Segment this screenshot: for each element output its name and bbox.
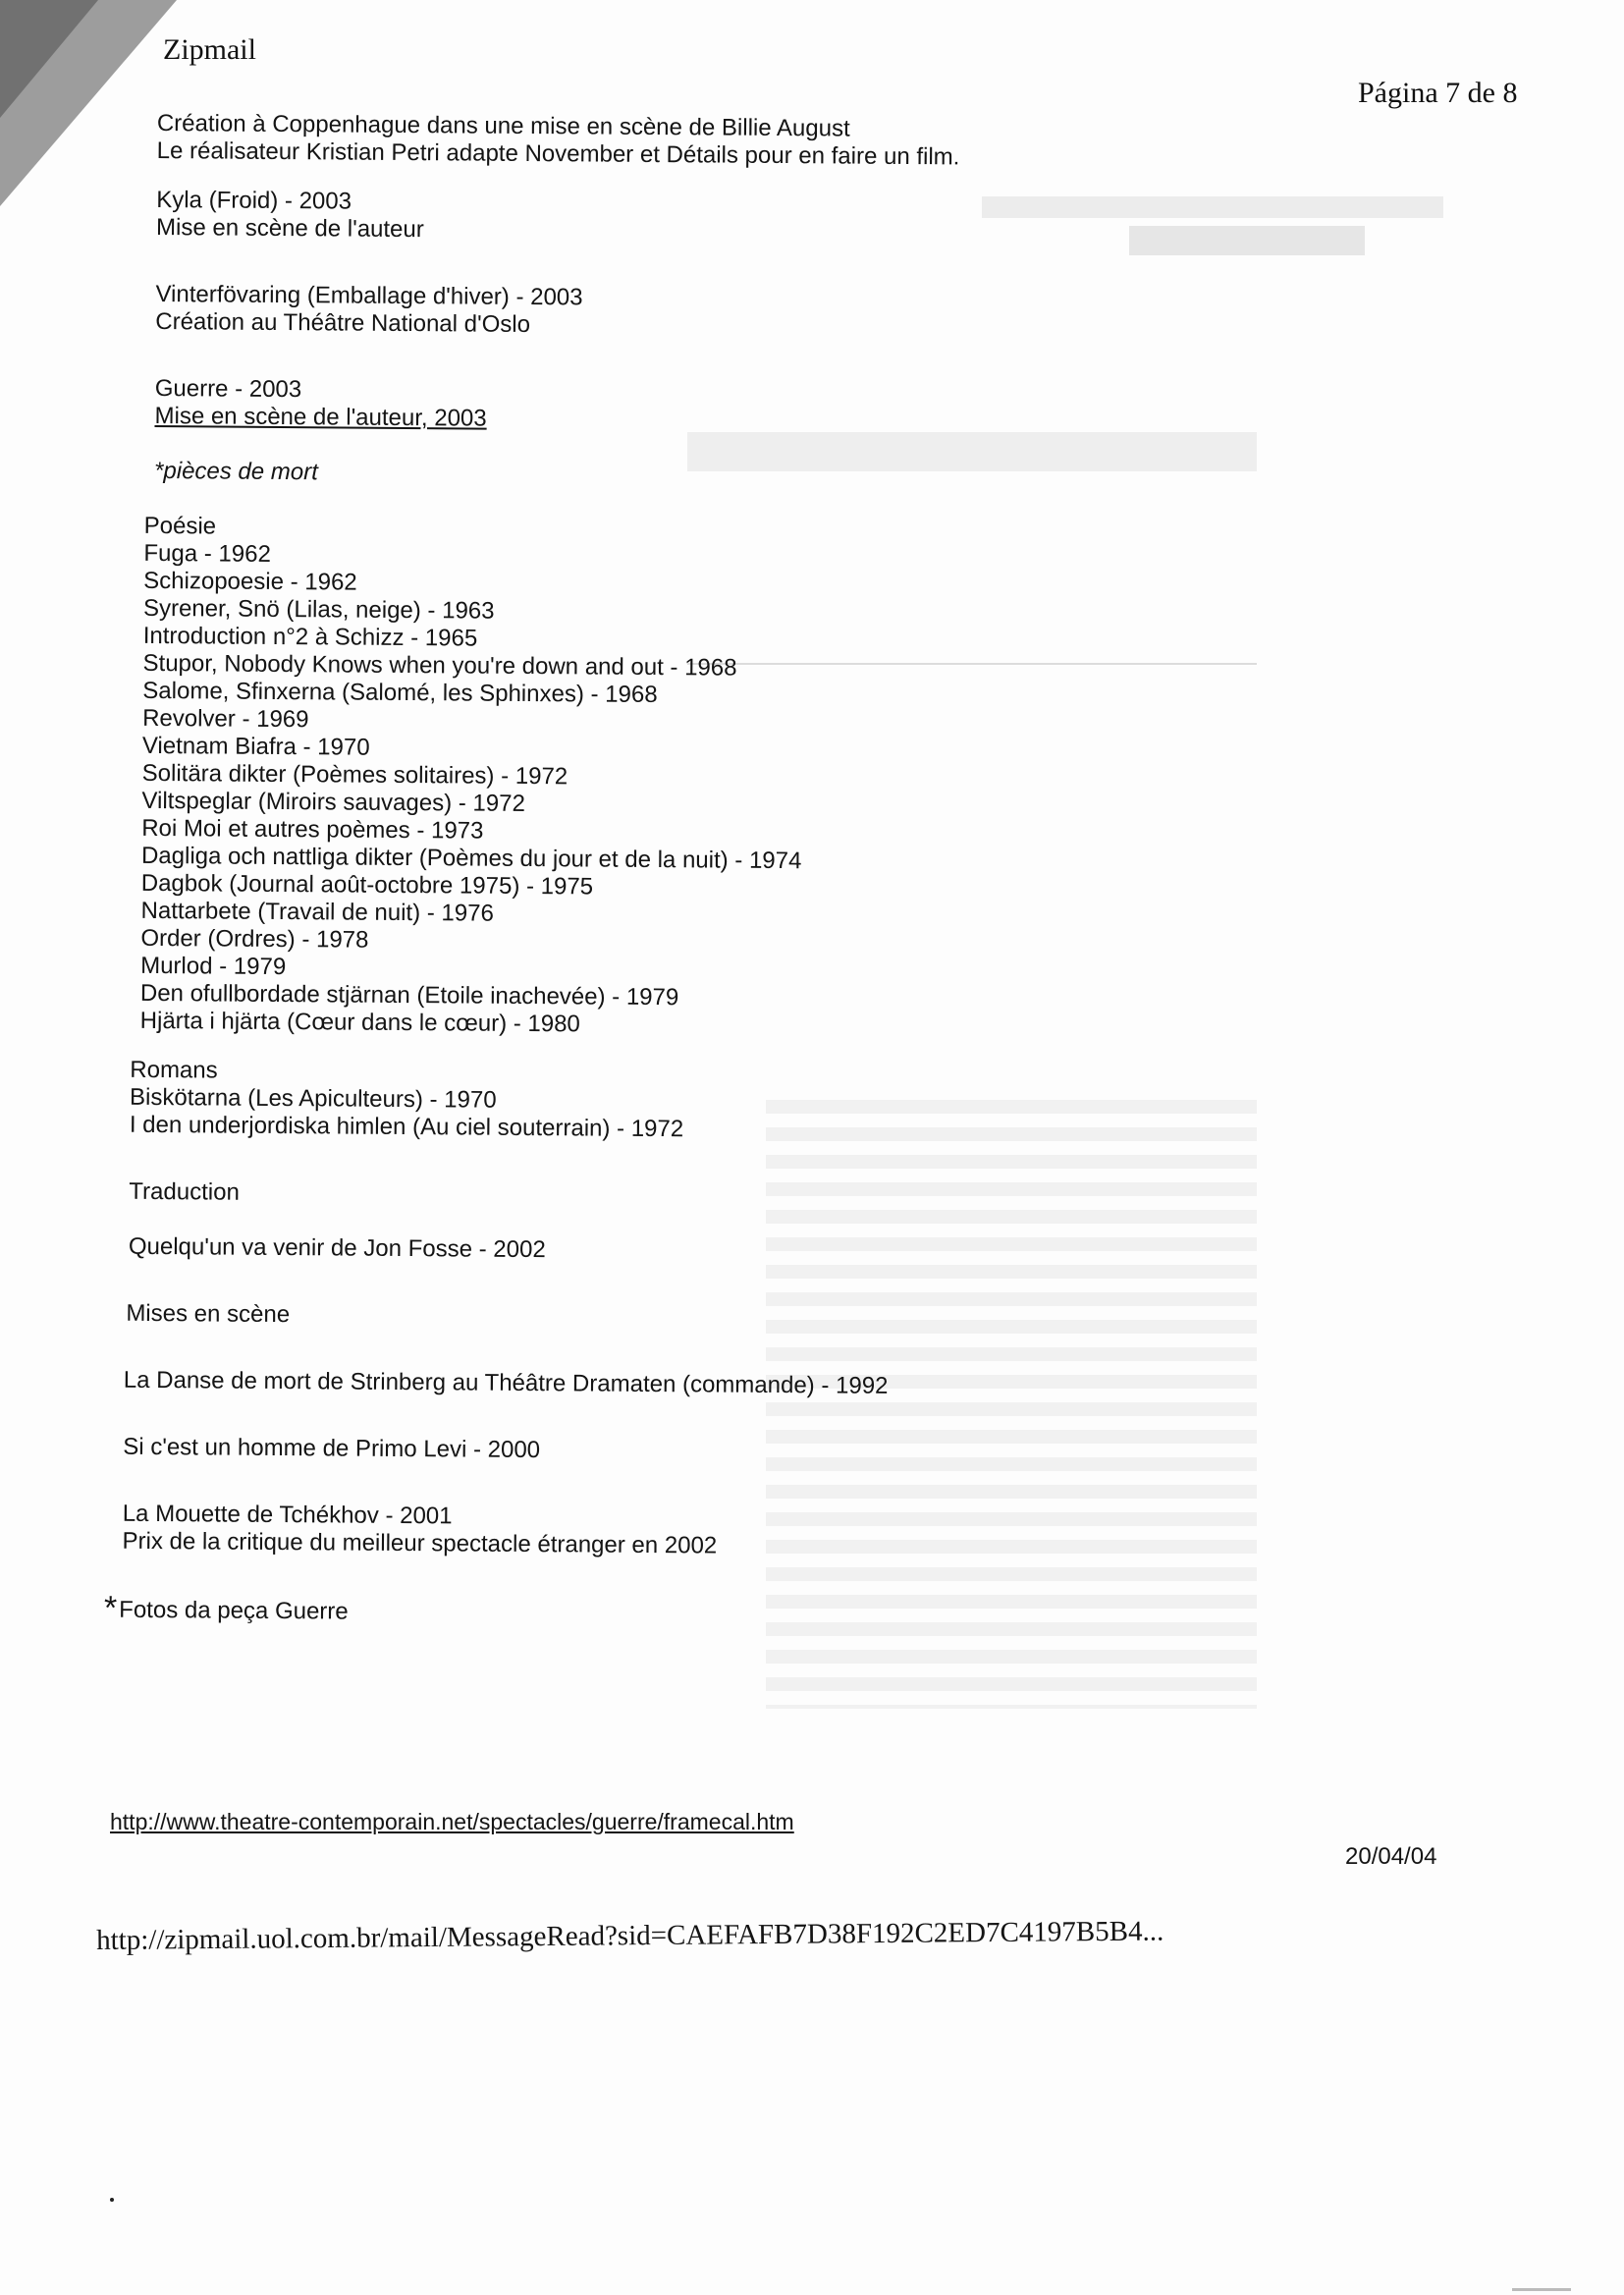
section-heading-poesie: Poésie: [143, 512, 217, 540]
work-title: Kyla (Froid) - 2003: [156, 186, 352, 215]
page-number: Página 7 de 8: [1358, 77, 1518, 109]
work-title: Vinterfövaring (Emballage d'hiver) - 2003: [155, 280, 583, 311]
corner-fold-dark: [0, 0, 98, 118]
intro-line: Le réalisateur Kristian Petri adapte November et Détails pour en faire un film.: [156, 137, 960, 171]
footer-url[interactable]: http://zipmail.uol.com.br/mail/MessageRead?sid=CAEFAFB7D38F192C2ED7C4197B5B4...: [96, 1915, 1164, 1956]
section-heading-mises-en-scene: Mises en scène: [126, 1299, 291, 1329]
list-item: La Mouette de Tchékhov - 2001: [122, 1500, 453, 1530]
work-title: Guerre - 2003: [154, 374, 302, 404]
romans-list: [130, 1084, 1445, 1150]
list-item: Si c'est un homme de Primo Levi - 2000: [123, 1433, 541, 1464]
list-item: Viltspeglar (Miroirs sauvages) - 1972: [141, 787, 525, 817]
footnote-star: *: [103, 1589, 118, 1627]
document-body: [103, 110, 1453, 1638]
section-heading-romans: Romans: [130, 1056, 218, 1084]
list-item: Hjärta i hjärta (Cœur dans le cœur) - 1980: [139, 1007, 580, 1038]
list-item: Biskötarna (Les Apiculteurs) - 1970: [129, 1083, 497, 1114]
list-item: Revolver - 1969: [142, 704, 309, 734]
work-note: Mise en scène de l'auteur: [155, 213, 424, 244]
list-item: Vietnam Biafra - 1970: [141, 732, 370, 761]
work-note: Création au Théâtre National d'Oslo: [155, 307, 531, 338]
list-item: Nattarbete (Travail de nuit) - 1976: [140, 897, 494, 927]
list-item: Schizopoesie - 1962: [143, 567, 357, 596]
list-item: Stupor, Nobody Knows when you're down and out - 1968: [142, 649, 737, 682]
footer-date: 20/04/04: [1345, 1843, 1437, 1870]
list-item: Dagbok (Journal août-octobre 1975) - 1975: [140, 869, 594, 901]
list-item: Fuga - 1962: [143, 539, 271, 568]
scan-speck: [110, 2198, 114, 2202]
intro-line: Création à Coppenhague dans une mise en scène de Billie August: [156, 110, 850, 142]
list-item: Murlod - 1979: [140, 952, 287, 981]
list-item: I den underjordiska himlen (Au ciel souterrain) - 1972: [129, 1111, 684, 1143]
list-item: Dagliga och nattliga dikter (Poèmes du jour et de la nuit) - 1974: [140, 842, 802, 875]
list-item: Prix de la critique du meilleur spectacle étranger en 2002: [122, 1527, 718, 1559]
list-item: Introduction n°2 à Schizz - 1965: [142, 622, 478, 652]
list-item: Den ofullbordade stjärnan (Etoile inachevée) - 1979: [139, 979, 679, 1011]
list-item: Roi Moi et autres poèmes - 1973: [141, 814, 484, 845]
list-item: Syrener, Snö (Lilas, neige) - 1963: [142, 594, 495, 625]
list-item: La Danse de mort de Strinberg au Théâtre Dramaten (commande) - 1992: [123, 1366, 889, 1399]
pieces-de-mort-note: *pièces de mort: [154, 457, 318, 486]
photos-label: Fotos da peça Guerre: [119, 1596, 349, 1625]
app-name: Zipmail: [163, 33, 256, 66]
poesie-list: [140, 540, 1450, 1045]
section-heading-traduction: Traduction: [129, 1177, 240, 1206]
list-item: Quelqu'un va venir de Jon Fosse - 2002: [128, 1232, 546, 1264]
theatre-link[interactable]: http://www.theatre-contemporain.net/spectacles/guerre/framecal.htm: [110, 1809, 794, 1834]
scan-speck: [1512, 2288, 1571, 2291]
list-item: Solitära dikter (Poèmes solitaires) - 1972: [141, 759, 568, 791]
work-note: Mise en scène de l'auteur, 2003: [154, 402, 487, 432]
list-item: Salome, Sfinxerna (Salomé, les Sphinxes) - 1968: [142, 677, 658, 709]
list-item: Order (Ordres) - 1978: [140, 924, 369, 954]
